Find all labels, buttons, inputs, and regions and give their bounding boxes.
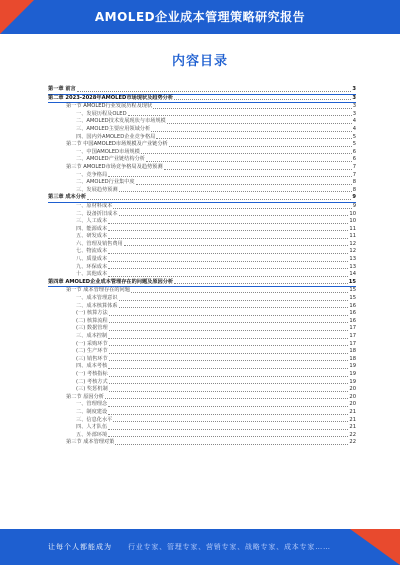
toc-entry-page: 18	[349, 348, 356, 355]
toc-entry[interactable]	[48, 256, 356, 264]
toc-leader-dots	[108, 253, 348, 254]
toc-leader-dots	[108, 406, 348, 407]
toc-entry[interactable]	[48, 409, 356, 417]
toc-entry[interactable]	[48, 86, 356, 95]
toc-entry-label: 四、成本考核	[76, 363, 108, 370]
toc-leader-dots	[169, 146, 352, 147]
toc-entry-page: 16	[349, 317, 356, 324]
toc-leader-dots	[109, 360, 349, 361]
toc-leader-dots	[108, 338, 348, 339]
toc-entry-label: 二、AMOLED行业集中度	[76, 179, 135, 186]
toc-entry[interactable]	[48, 363, 356, 371]
toc-entry-label: 三、成本控制	[76, 333, 108, 339]
toc-leader-dots	[109, 376, 349, 377]
toc-entry-label: (一) 考核指标	[76, 370, 108, 377]
toc-entry[interactable]	[48, 233, 356, 241]
toc-entry-label: 七、物流成本	[76, 248, 108, 255]
toc-entry-label: 四、能源成本	[76, 225, 108, 232]
toc-entry-label: 第三节 AMOLED市场竞争格局及趋势预测	[66, 163, 163, 170]
toc-leader-dots	[146, 161, 352, 162]
toc-leader-dots	[77, 91, 352, 92]
toc-entry-label: 四、国内外AMOLED企业竞争格局	[76, 133, 156, 140]
toc-entry-page: 5	[352, 141, 356, 148]
toc-leader-dots	[115, 444, 348, 445]
toc-entry-page: 8	[352, 186, 356, 193]
toc-leader-dots	[105, 398, 348, 399]
toc-entry[interactable]	[48, 417, 356, 425]
toc-entry-page: 17	[349, 340, 356, 347]
toc-entry-label: 五、外部环境	[76, 431, 108, 438]
toc-entry-label: 一、发展历程及OLED	[76, 110, 127, 117]
toc-entry-label: (二) 核算流程	[76, 317, 108, 324]
toc-entry-page: 11	[349, 233, 356, 240]
toc-entry-page: 16	[349, 310, 356, 317]
toc-leader-dots	[151, 131, 352, 132]
toc-entry-page: 11	[349, 225, 356, 232]
toc-entry-page: 13	[349, 263, 356, 270]
toc-leader-dots	[108, 268, 348, 269]
toc-entry[interactable]	[48, 95, 356, 104]
toc-entry-page: 10	[349, 210, 356, 217]
toc-entry-label: 一、成本管理意识	[76, 295, 118, 302]
toc-entry-label: 一、管理理念	[76, 401, 108, 408]
toc-leader-dots	[87, 199, 351, 200]
toc-entry-page: 17	[349, 333, 356, 339]
toc-entry[interactable]	[48, 203, 356, 211]
toc-entry-page: 19	[349, 363, 356, 370]
toc-entry-label: 二、成本核算体系	[76, 302, 118, 309]
toc-entry-label: (二) 生产环节	[76, 348, 108, 355]
toc-entry[interactable]	[48, 194, 356, 203]
toc-entry-page: 15	[349, 287, 356, 294]
toc-entry-page: 13	[349, 256, 356, 263]
toc-leader-dots	[153, 108, 352, 109]
toc-leader-dots	[113, 208, 351, 209]
toc-entry[interactable]	[48, 126, 356, 134]
toc-entry-label: 二、AMOLED技术发展现状与市场规模	[76, 118, 166, 125]
toc-entry-page: 18	[349, 355, 356, 362]
toc-leader-dots	[108, 230, 348, 231]
toc-entry[interactable]	[48, 386, 356, 394]
toc-entry[interactable]	[48, 179, 356, 187]
toc-entry-page: 21	[349, 408, 356, 415]
toc-entry-label: 一、中国AMOLED市场规模	[76, 148, 140, 155]
toc-entry-label: (二) 考核方式	[76, 378, 108, 385]
toc-entry[interactable]	[48, 348, 356, 356]
toc-leader-dots	[174, 283, 348, 284]
toc-leader-dots	[109, 322, 349, 323]
toc-leader-dots	[113, 421, 348, 422]
toc-leader-dots	[141, 153, 352, 154]
toc-entry[interactable]	[48, 271, 356, 279]
toc-entry-page: 15	[348, 278, 356, 285]
toc-entry-label: 第四章 AMOLED企业成本管理存在的问题及原因分析	[48, 278, 174, 285]
toc-leader-dots	[119, 191, 352, 192]
toc-entry[interactable]	[48, 439, 356, 447]
toc-leader-dots	[109, 315, 349, 316]
toc-entry-label: 四、人才队伍	[76, 424, 108, 431]
toc-entry-label: 第三节 成本管理对策	[66, 439, 115, 446]
toc-entry-label: 第二节 原因分析	[66, 393, 104, 400]
toc-entry-label: 八、质量成本	[76, 256, 108, 263]
toc-entry-label: 第三章 成本分析	[48, 194, 87, 201]
toc-entry[interactable]	[48, 287, 356, 295]
toc-entry-label: 一、竞争格局	[76, 171, 108, 178]
toc-entry-label: 三、AMOLED主要应用领域分析	[76, 125, 151, 132]
toc-entry[interactable]	[48, 218, 356, 226]
toc-entry-label: 二、制度建设	[76, 408, 108, 415]
toc-entry-page: 20	[349, 386, 356, 393]
footer-expertise-list: 行业专家、管理专家、营销专家、战略专家、成本专家……	[128, 543, 331, 551]
toc-entry-label: 第一章 前言	[48, 86, 76, 92]
toc-entry-page: 9	[352, 202, 356, 209]
toc-entry-page: 19	[349, 378, 356, 385]
toc-leader-dots	[108, 414, 348, 415]
toc-entry[interactable]	[48, 103, 356, 111]
toc-entry[interactable]	[48, 118, 356, 126]
report-title: AMOLED企业成本管理策略研究报告	[94, 10, 306, 24]
toc-entry-page: 22	[349, 439, 356, 446]
toc-entry-label: (一) 核算方法	[76, 310, 108, 317]
toc-entry-page: 5	[352, 133, 356, 140]
toc-leader-dots	[156, 138, 351, 139]
toc-leader-dots	[128, 115, 352, 116]
toc-leader-dots	[136, 184, 352, 185]
toc-entry[interactable]	[48, 187, 356, 195]
toc-entry-label: 第二章 2023-2028年AMOLED市场现状及趋势分析	[48, 94, 174, 101]
toc-leader-dots	[109, 345, 349, 346]
toc-entry-label: 第二节 中国AMOLED市场规模及产业链分析	[66, 141, 168, 148]
toc-entry-page: 21	[349, 416, 356, 423]
toc-leader-dots	[164, 169, 352, 170]
toc-entry-page: 16	[349, 302, 356, 309]
toc-entry-page: 15	[349, 295, 356, 302]
toc-leader-dots	[108, 436, 348, 437]
toc-entry[interactable]	[48, 371, 356, 379]
toc-entry-label: 第一节 成本管理存在的问题	[66, 287, 130, 294]
toc-entry-page: 3	[352, 110, 356, 117]
toc-leader-dots	[108, 223, 348, 224]
toc-entry-label: 第一节 AMOLED行业发展历程及现状	[66, 103, 153, 110]
toc-entry-label: 十、其他成本	[76, 271, 108, 278]
toc-entry-page: 10	[349, 218, 356, 225]
toc-entry-page: 12	[349, 240, 356, 247]
toc-leader-dots	[167, 123, 352, 124]
toc-entry[interactable]	[48, 156, 356, 164]
toc-entry-page: 17	[349, 325, 356, 332]
toc-entry[interactable]	[48, 424, 356, 432]
toc-leader-dots	[119, 300, 349, 301]
toc-leader-dots	[109, 353, 349, 354]
toc-entry-label: 六、管理及销售费用	[76, 240, 123, 247]
toc-entry[interactable]	[48, 325, 356, 333]
toc-entry-label: 一、原材料成本	[76, 202, 113, 209]
toc-entry-label: 三、人工成本	[76, 218, 108, 225]
toc-leader-dots	[108, 261, 348, 262]
toc-entry-label: 二、AMOLED产业链结构分析	[76, 156, 145, 163]
toc-entry[interactable]	[48, 333, 356, 341]
table-of-contents	[48, 86, 356, 447]
toc-leader-dots	[109, 391, 349, 392]
toc-entry-page: 3	[352, 86, 356, 92]
toc-entry-label: (一) 采购环节	[76, 340, 108, 347]
toc-entry-page: 3	[352, 103, 356, 110]
toc-entry-page: 20	[349, 401, 356, 408]
toc-leader-dots	[131, 292, 348, 293]
toc-leader-dots	[108, 238, 348, 239]
toc-entry-page: 8	[352, 179, 356, 186]
toc-entry-page: 20	[349, 393, 356, 400]
toc-entry-label: 二、设备折旧成本	[76, 210, 118, 217]
toc-entry-page: 14	[349, 271, 356, 278]
toc-leader-dots	[108, 368, 348, 369]
toc-entry-page: 9	[352, 194, 356, 201]
toc-leader-dots	[109, 330, 349, 331]
toc-leader-dots	[124, 245, 349, 246]
toc-entry[interactable]	[48, 164, 356, 172]
toc-entry-label: (三) 奖惩机制	[76, 386, 108, 393]
toc-entry-label: (三) 数据管理	[76, 325, 108, 332]
toc-entry-page: 7	[352, 171, 356, 178]
toc-leader-dots	[108, 176, 352, 177]
toc-entry[interactable]	[48, 310, 356, 318]
toc-entry-page: 12	[349, 248, 356, 255]
toc-entry-label: 九、环保成本	[76, 263, 108, 270]
footer-slogan: 让每个人都能成为	[48, 543, 112, 551]
toc-entry-page: 6	[352, 148, 356, 155]
toc-leader-dots	[119, 215, 349, 216]
toc-entry[interactable]	[48, 295, 356, 303]
toc-entry-page: 4	[352, 125, 356, 132]
toc-leader-dots	[108, 276, 348, 277]
toc-entry-label: (三) 销售环节	[76, 355, 108, 362]
toc-entry-page: 7	[352, 163, 356, 170]
toc-entry-page: 4	[352, 118, 356, 125]
toc-entry-label: 三、信息化水平	[76, 416, 113, 423]
toc-entry-page: 6	[352, 156, 356, 163]
footer-accent-corner	[350, 529, 400, 565]
toc-entry-page: 21	[349, 424, 356, 431]
toc-entry[interactable]	[48, 172, 356, 180]
toc-entry-label: 五、研发成本	[76, 233, 108, 240]
toc-entry[interactable]	[48, 141, 356, 149]
toc-entry[interactable]	[48, 248, 356, 256]
toc-entry[interactable]	[48, 211, 356, 219]
toc-entry[interactable]	[48, 401, 356, 409]
toc-leader-dots	[174, 99, 351, 100]
toc-leader-dots	[119, 307, 349, 308]
toc-title: 内容目录	[171, 54, 228, 69]
toc-entry-page: 3	[352, 94, 356, 101]
toc-leader-dots	[108, 429, 348, 430]
toc-entry-page: 19	[349, 370, 356, 377]
toc-entry-page: 22	[349, 431, 356, 438]
toc-leader-dots	[109, 383, 349, 384]
toc-entry-label: 三、发展趋势预测	[76, 186, 118, 193]
